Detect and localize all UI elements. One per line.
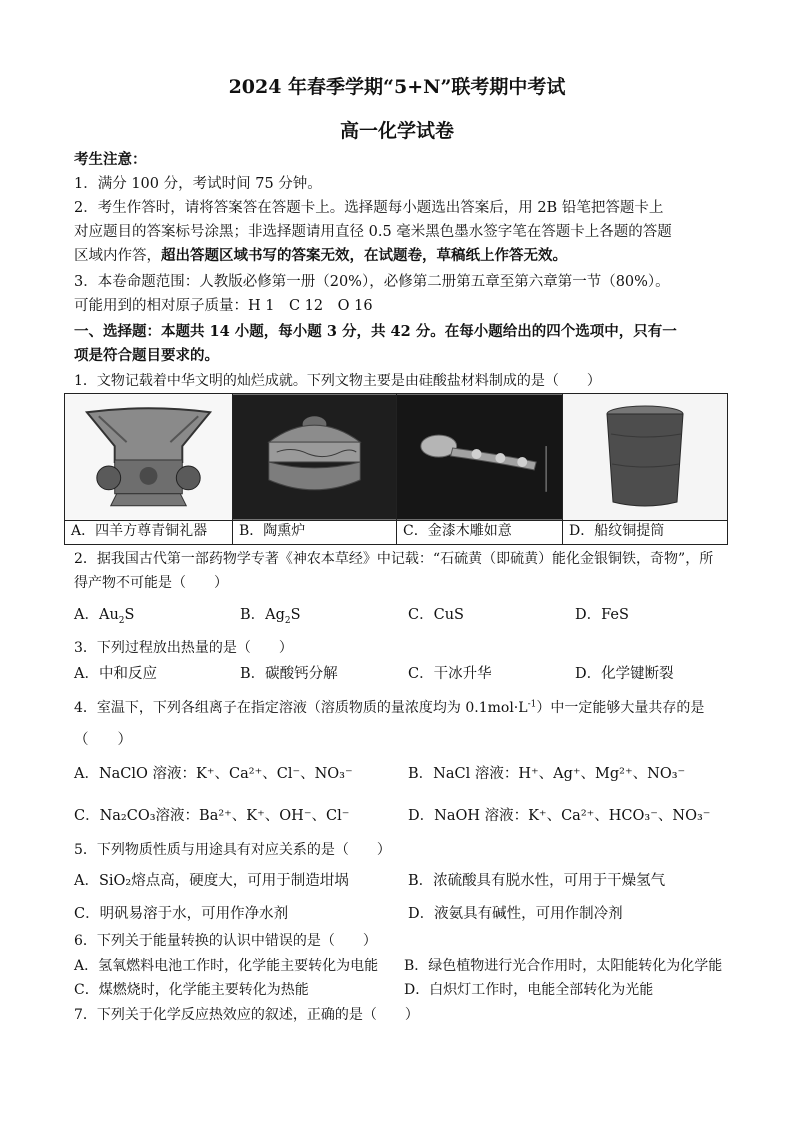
q5-option-a: A．SiO₂熔点高，硬度大，可用于制造坩埚: [74, 873, 349, 889]
section-1-heading-line-2: 项是符合题目要求的。: [74, 347, 219, 364]
q3-stem: 3．下列过程放出热量的是（ ）: [74, 640, 293, 656]
q1-option-c: C．金漆木雕如意: [403, 523, 512, 539]
q1-option-d-cell: [563, 394, 727, 544]
q1-option-c-cell: [397, 394, 563, 544]
q4-stem-line-2: （ ）: [74, 732, 132, 748]
exam-subtitle: 高一化学试卷: [339, 120, 454, 142]
q1-option-b-cell: [233, 394, 397, 544]
q1-stem: 1．文物记载着中华文明的灿烂成就。下列文物主要是由硅酸盐材料制成的是（ ）: [74, 373, 601, 389]
exam-title: 2024 年春季学期“5+N”联考期中考试: [228, 76, 566, 98]
q1-relic-table: [64, 393, 728, 545]
q2-option-a: A．$Au_2S$: [74, 607, 135, 626]
q6-option-a: A．氢氧燃料电池工作时，化学能主要转化为电能: [74, 958, 379, 974]
q5-option-c: C．明矾易溶于水，可用作净水剂: [74, 906, 289, 922]
q7-stem: 7．下列关于化学反应热效应的叙述，正确的是（ ）: [74, 1007, 419, 1023]
q6-option-b: B．绿色植物进行光合作用时，太阳能转化为化学能: [404, 958, 723, 974]
q2-option-b: B．$Ag_2S$: [240, 607, 301, 626]
q6-option-d: D．白炽灯工作时，电能全部转化为光能: [404, 982, 654, 998]
notice-item-2-line-2: 对应题目的答案标号涂黑；非选择题请用直径 0.5 毫米黑色墨水签字笔在答题卡上各题的答题: [74, 224, 672, 240]
q2-option-c: C．CuS: [408, 607, 464, 623]
atomic-mass-line: 可能用到的相对原子质量：H 1 C 12 O 16: [74, 298, 373, 314]
q2-option-d: D．FeS: [575, 607, 629, 623]
q3-option-b: B．碳酸钙分解: [240, 666, 338, 682]
notice-item-2-line-3: [74, 246, 567, 266]
q3-option-d: D．化学键断裂: [575, 666, 674, 682]
q5-option-b: B．浓硫酸具有脱水性，可用于干燥氢气: [408, 873, 666, 889]
q6-option-c: C．煤燃烧时，化学能主要转化为热能: [74, 982, 309, 998]
lacquer-ruyi-image: [397, 394, 562, 521]
notice-heading: 考生注意：: [74, 151, 147, 168]
q6-stem: 6．下列关于能量转换的认识中错误的是（ ）: [74, 933, 377, 949]
pottery-censer-image: [233, 394, 396, 521]
q4-option-c: C．Na₂CO₃溶液：Ba²⁺、K⁺、OH⁻、Cl⁻: [74, 808, 350, 824]
notice-item-2-bold: 超出答题区域书写的答案无效，在试题卷，草稿纸上作答无效。: [161, 247, 567, 264]
q3-option-c: C．干冰升华: [408, 666, 492, 682]
q5-stem: 5．下列物质性质与用途具有对应关系的是（ ）: [74, 842, 391, 858]
q4-option-b: B．NaCl 溶液：H⁺、Ag⁺、Mg²⁺、NO₃⁻: [408, 766, 686, 782]
q5-option-d: D．液氨具有碱性，可用作制冷剂: [408, 906, 623, 922]
section-1-heading-line-1: 一、选择题：本题共 14 小题，每小题 3 分，共 42 分。在每小题给出的四个选项中，只有一: [74, 323, 677, 340]
bronze-zun-image: [65, 394, 232, 521]
notice-item-2-line-1: 2．考生作答时，请将答案答在答题卡上。选择题每小题选出答案后，用 2B 铅笔把答题卡上: [74, 200, 664, 216]
q1-option-b: B．陶熏炉: [239, 523, 306, 539]
q1-option-d: D．船纹铜提筒: [569, 523, 665, 539]
q2-stem-line-1: 2．据我国古代第一部药物学专著《神农本草经》中记载：“石硫黄（即硫黄）能化金银铜铁，奇物”，所: [74, 551, 714, 567]
bronze-tube-image: [563, 394, 727, 521]
q2-stem-line-2: 得产物不可能是（ ）: [74, 575, 228, 591]
q1-option-a: A．四羊方尊青铜礼器: [71, 523, 208, 539]
q4-stem-line-1: 4．室温下，下列各组离子在指定溶液（溶质物质的量浓度均为 $0.1mol\cdot L^{-1}$）中一定能够大量共存的是: [74, 699, 705, 716]
notice-item-2-plain: 区域内作答，: [74, 248, 161, 264]
q3-option-a: A．中和反应: [74, 666, 157, 682]
q4-option-a: A．NaClO 溶液：K⁺、Ca²⁺、Cl⁻、NO₃⁻: [74, 766, 353, 782]
q4-option-d: D．NaOH 溶液：K⁺、Ca²⁺、HCO₃⁻、NO₃⁻: [408, 808, 711, 824]
notice-item-3: 3．本卷命题范围：人教版必修第一册（20%），必修第二册第五章至第六章第一节（80%）。: [74, 274, 670, 290]
notice-item-1: 1．满分 100 分，考试时间 75 分钟。: [74, 176, 322, 192]
q1-option-a-cell: [65, 394, 233, 544]
